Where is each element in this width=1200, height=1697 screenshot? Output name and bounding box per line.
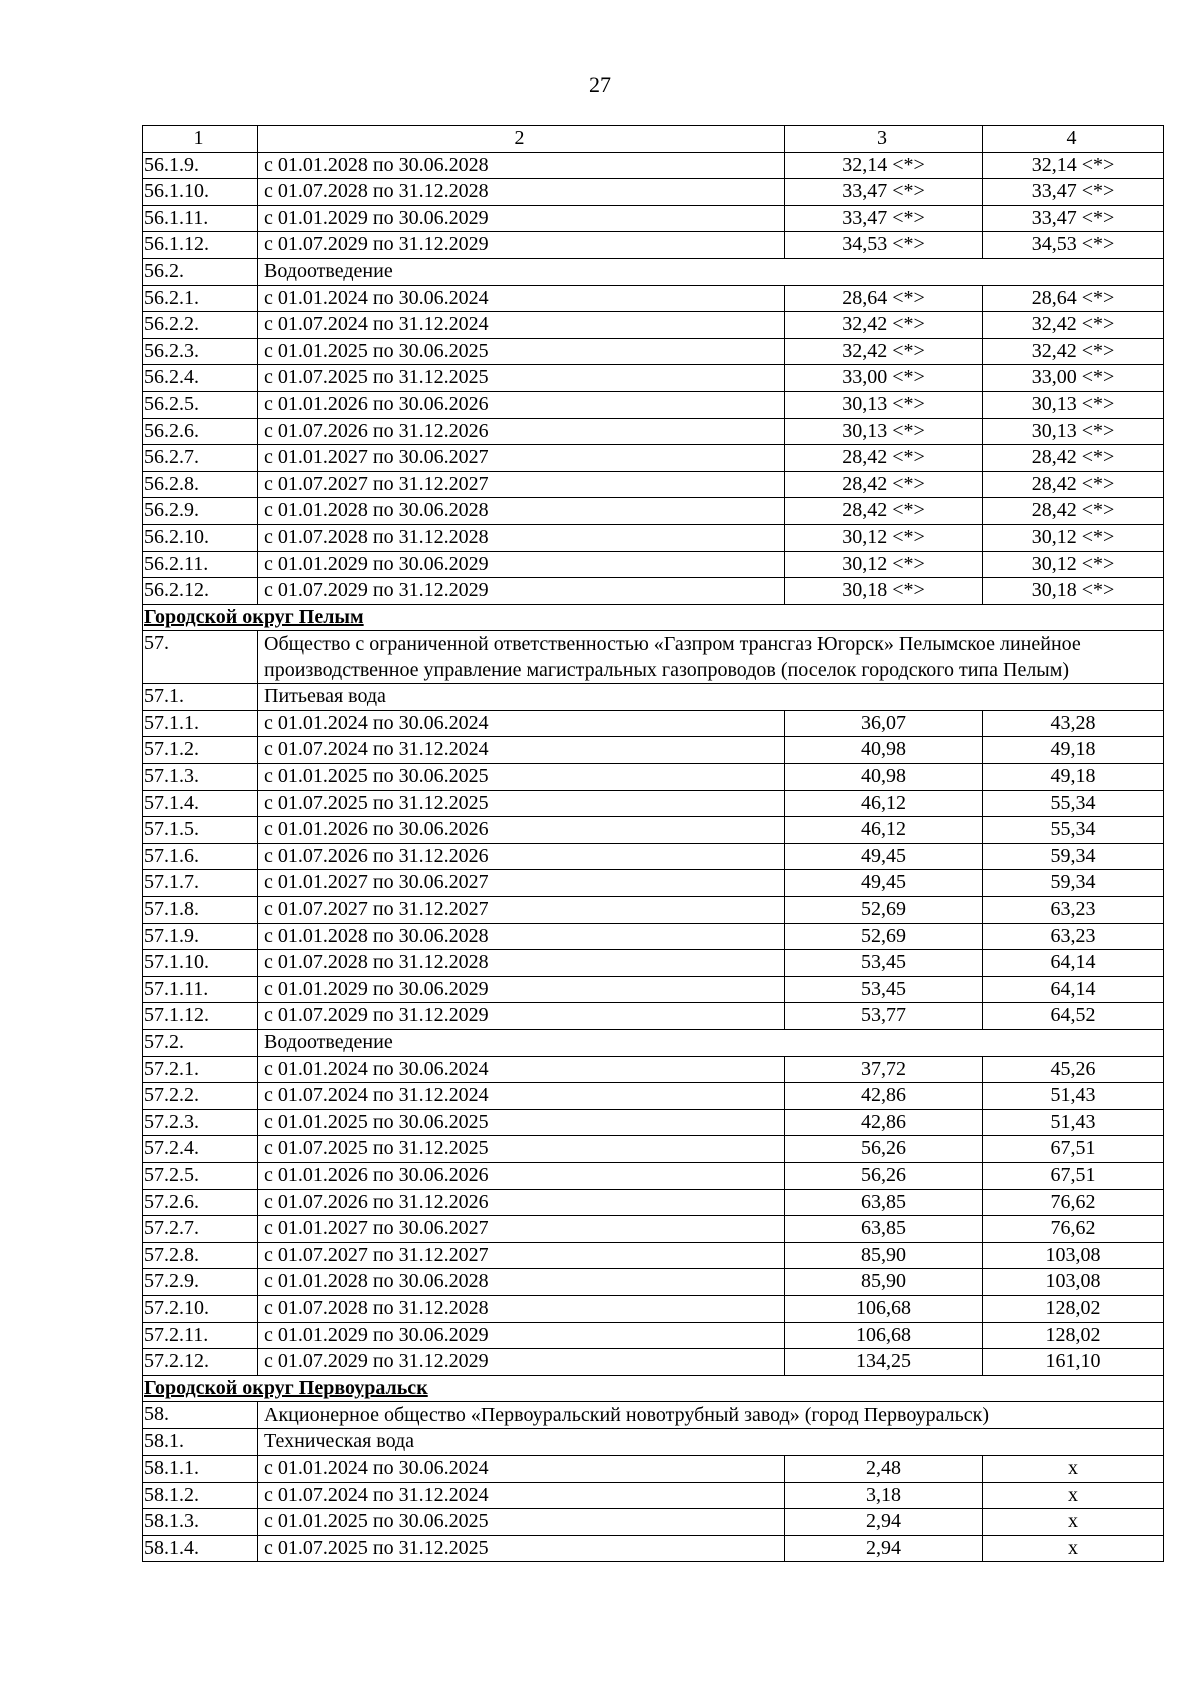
row-value-col3: 56,26 [785, 1136, 983, 1163]
table-row [143, 950, 1164, 977]
row-code: 57.1.8. [143, 897, 258, 924]
row-value-col4: x [983, 1482, 1164, 1509]
row-value-col4: 64,14 [983, 976, 1164, 1003]
row-code: 57.2.5. [143, 1162, 258, 1189]
row-code: 57.1.9. [143, 923, 258, 950]
table-row [143, 923, 1164, 950]
row-code: 57.2.7. [143, 1216, 258, 1243]
row-value-col3: 28,42 <*> [785, 498, 983, 525]
row-period: с 01.07.2028 по 31.12.2028 [258, 524, 785, 551]
row-code: 58.1. [143, 1429, 258, 1456]
organization-row [143, 1402, 1164, 1429]
table-row [143, 418, 1164, 445]
table-row [143, 1295, 1164, 1322]
table-row [143, 976, 1164, 1003]
row-code: 56.1.11. [143, 205, 258, 232]
row-value-col3: 2,48 [785, 1455, 983, 1482]
row-period: с 01.07.2025 по 31.12.2025 [258, 1535, 785, 1562]
row-value-col4: 51,43 [983, 1109, 1164, 1136]
region-title: Городской округ Первоуральск [143, 1375, 1164, 1402]
table-row [143, 365, 1164, 392]
row-code: 57.2.12. [143, 1349, 258, 1376]
row-value-col4: 30,18 <*> [983, 578, 1164, 605]
table-row [143, 790, 1164, 817]
table-row [143, 312, 1164, 339]
row-period: с 01.01.2027 по 30.06.2027 [258, 445, 785, 472]
row-code: 57.1.3. [143, 764, 258, 791]
row-period: с 01.01.2029 по 30.06.2029 [258, 1322, 785, 1349]
table-row [143, 1216, 1164, 1243]
row-period: с 01.07.2024 по 31.12.2024 [258, 312, 785, 339]
row-value-col3: 49,45 [785, 870, 983, 897]
row-period: с 01.01.2029 по 30.06.2029 [258, 551, 785, 578]
row-value-col4: 30,13 <*> [983, 418, 1164, 445]
table-row [143, 1083, 1164, 1110]
row-value-col4: 76,62 [983, 1189, 1164, 1216]
row-code: 56.2.11. [143, 551, 258, 578]
page-number: 27 [589, 72, 611, 97]
table-row [143, 1349, 1164, 1376]
table-row [143, 710, 1164, 737]
row-code: 57.1.1. [143, 710, 258, 737]
row-code: 57.1.7. [143, 870, 258, 897]
row-code: 57.2.9. [143, 1269, 258, 1296]
row-period: с 01.07.2028 по 31.12.2028 [258, 1295, 785, 1322]
row-code: 57.1.10. [143, 950, 258, 977]
row-period: с 01.07.2024 по 31.12.2024 [258, 1083, 785, 1110]
table-row [143, 578, 1164, 605]
row-period: с 01.07.2029 по 31.12.2029 [258, 1349, 785, 1376]
row-value-col3: 2,94 [785, 1509, 983, 1536]
row-value-col3: 33,47 <*> [785, 205, 983, 232]
region-title: Городской округ Пелым [143, 604, 1164, 631]
row-value-col3: 63,85 [785, 1216, 983, 1243]
table-row [143, 285, 1164, 312]
row-value-col4: 30,13 <*> [983, 391, 1164, 418]
row-code: 57.2.1. [143, 1056, 258, 1083]
row-value-col4: 33,47 <*> [983, 179, 1164, 206]
organization-name: Общество с ограниченной ответственностью «Газпром трансгаз Югорск» Пелымское линейное производственное управление магистральных газопроводов (поселок городского типа Пелым) [258, 631, 1164, 684]
row-period: с 01.07.2029 по 31.12.2029 [258, 232, 785, 259]
row-value-col4: 128,02 [983, 1295, 1164, 1322]
table-row [143, 205, 1164, 232]
row-code: 56.2.12. [143, 578, 258, 605]
row-period: с 01.07.2027 по 31.12.2027 [258, 897, 785, 924]
row-period: с 01.07.2029 по 31.12.2029 [258, 578, 785, 605]
row-value-col4: 30,12 <*> [983, 524, 1164, 551]
table-row [143, 1242, 1164, 1269]
row-period: с 01.01.2028 по 30.06.2028 [258, 923, 785, 950]
row-code: 57. [143, 631, 258, 684]
row-value-col3: 106,68 [785, 1322, 983, 1349]
table-row [143, 524, 1164, 551]
row-value-col4: 32,14 <*> [983, 152, 1164, 179]
section-row [143, 258, 1164, 285]
row-value-col3: 33,00 <*> [785, 365, 983, 392]
region-row [143, 604, 1164, 631]
row-value-col3: 53,45 [785, 950, 983, 977]
row-value-col4: 55,34 [983, 790, 1164, 817]
row-period: с 01.01.2024 по 30.06.2024 [258, 285, 785, 312]
row-value-col4: 51,43 [983, 1083, 1164, 1110]
row-value-col4: 32,42 <*> [983, 312, 1164, 339]
row-period: с 01.07.2027 по 31.12.2027 [258, 471, 785, 498]
table-row [143, 843, 1164, 870]
row-period: с 01.07.2025 по 31.12.2025 [258, 365, 785, 392]
header-col-3: 3 [785, 126, 983, 153]
header-col-1: 1 [143, 126, 258, 153]
row-value-col4: 33,47 <*> [983, 205, 1164, 232]
table-row [143, 897, 1164, 924]
row-value-col3: 30,12 <*> [785, 524, 983, 551]
row-period: с 01.07.2025 по 31.12.2025 [258, 790, 785, 817]
table-row [143, 498, 1164, 525]
table-row [143, 764, 1164, 791]
table-row [143, 1136, 1164, 1163]
row-value-col3: 30,13 <*> [785, 391, 983, 418]
section-title: Водоотведение [258, 1030, 1164, 1057]
row-value-col3: 37,72 [785, 1056, 983, 1083]
row-value-col4: 30,12 <*> [983, 551, 1164, 578]
row-period: с 01.01.2025 по 30.06.2025 [258, 764, 785, 791]
row-code: 57.2.4. [143, 1136, 258, 1163]
table-row [143, 391, 1164, 418]
row-value-col4: 33,00 <*> [983, 365, 1164, 392]
row-period: с 01.07.2027 по 31.12.2027 [258, 1242, 785, 1269]
row-value-col3: 40,98 [785, 737, 983, 764]
table-row [143, 152, 1164, 179]
row-value-col3: 34,53 <*> [785, 232, 983, 259]
table-row [143, 232, 1164, 259]
section-title: Питьевая вода [258, 684, 1164, 711]
table-row [143, 1535, 1164, 1562]
row-code: 57.2.11. [143, 1322, 258, 1349]
row-value-col4: x [983, 1535, 1164, 1562]
row-value-col3: 30,12 <*> [785, 551, 983, 578]
row-code: 57.1. [143, 684, 258, 711]
row-code: 56.2.3. [143, 338, 258, 365]
row-value-col3: 2,94 [785, 1535, 983, 1562]
table-row [143, 817, 1164, 844]
row-value-col4: 67,51 [983, 1136, 1164, 1163]
row-period: с 01.01.2024 по 30.06.2024 [258, 710, 785, 737]
section-title: Техническая вода [258, 1429, 1164, 1456]
row-value-col4: x [983, 1455, 1164, 1482]
organization-name: Акционерное общество «Первоуральский новотрубный завод» (город Первоуральск) [258, 1402, 1164, 1429]
row-value-col3: 33,47 <*> [785, 179, 983, 206]
row-period: с 01.01.2028 по 30.06.2028 [258, 152, 785, 179]
row-period: с 01.01.2026 по 30.06.2026 [258, 391, 785, 418]
row-code: 56.2.6. [143, 418, 258, 445]
row-period: с 01.01.2028 по 30.06.2028 [258, 1269, 785, 1296]
row-code: 56.2.8. [143, 471, 258, 498]
row-value-col3: 46,12 [785, 790, 983, 817]
row-value-col4: 59,34 [983, 870, 1164, 897]
row-value-col4: 59,34 [983, 843, 1164, 870]
row-code: 57.1.11. [143, 976, 258, 1003]
row-value-col3: 32,14 <*> [785, 152, 983, 179]
row-period: с 01.01.2025 по 30.06.2025 [258, 1509, 785, 1536]
header-col-2: 2 [258, 126, 785, 153]
row-period: с 01.01.2028 по 30.06.2028 [258, 498, 785, 525]
header-col-4: 4 [983, 126, 1164, 153]
row-value-col3: 30,13 <*> [785, 418, 983, 445]
row-code: 56.2.7. [143, 445, 258, 472]
row-period: с 01.07.2026 по 31.12.2026 [258, 843, 785, 870]
row-value-col4: 49,18 [983, 764, 1164, 791]
table-row [143, 870, 1164, 897]
row-value-col4: 28,42 <*> [983, 445, 1164, 472]
row-code: 58.1.4. [143, 1535, 258, 1562]
row-code: 58.1.3. [143, 1509, 258, 1536]
tariff-table [142, 125, 1164, 1562]
row-value-col4: x [983, 1509, 1164, 1536]
row-value-col4: 28,42 <*> [983, 498, 1164, 525]
row-period: с 01.07.2026 по 31.12.2026 [258, 418, 785, 445]
table-row [143, 551, 1164, 578]
row-code: 57.2.6. [143, 1189, 258, 1216]
row-value-col4: 28,64 <*> [983, 285, 1164, 312]
row-period: с 01.01.2029 по 30.06.2029 [258, 976, 785, 1003]
row-code: 56.2.1. [143, 285, 258, 312]
row-code: 56.2.10. [143, 524, 258, 551]
row-value-col3: 52,69 [785, 923, 983, 950]
row-code: 57.2.3. [143, 1109, 258, 1136]
table-row [143, 1003, 1164, 1030]
table-row [143, 445, 1164, 472]
row-period: с 01.01.2026 по 30.06.2026 [258, 1162, 785, 1189]
row-period: с 01.01.2027 по 30.06.2027 [258, 870, 785, 897]
tariff-table-body [143, 126, 1164, 1562]
row-value-col3: 106,68 [785, 1295, 983, 1322]
table-row [143, 1482, 1164, 1509]
row-code: 56.1.9. [143, 152, 258, 179]
row-period: с 01.01.2024 по 30.06.2024 [258, 1056, 785, 1083]
row-code: 58.1.1. [143, 1455, 258, 1482]
table-row [143, 737, 1164, 764]
row-code: 57.2.8. [143, 1242, 258, 1269]
table-row [143, 1189, 1164, 1216]
row-code: 57.2.10. [143, 1295, 258, 1322]
row-value-col3: 134,25 [785, 1349, 983, 1376]
row-period: с 01.07.2028 по 31.12.2028 [258, 950, 785, 977]
table-row [143, 1509, 1164, 1536]
table-row [143, 338, 1164, 365]
row-period: с 01.01.2026 по 30.06.2026 [258, 817, 785, 844]
row-value-col3: 42,86 [785, 1083, 983, 1110]
row-period: с 01.07.2025 по 31.12.2025 [258, 1136, 785, 1163]
row-code: 57.2.2. [143, 1083, 258, 1110]
row-value-col3: 49,45 [785, 843, 983, 870]
row-code: 56.2. [143, 258, 258, 285]
row-period: с 01.01.2025 по 30.06.2025 [258, 1109, 785, 1136]
section-row [143, 684, 1164, 711]
row-value-col3: 3,18 [785, 1482, 983, 1509]
row-value-col4: 34,53 <*> [983, 232, 1164, 259]
row-code: 57.1.6. [143, 843, 258, 870]
row-value-col4: 43,28 [983, 710, 1164, 737]
row-value-col4: 128,02 [983, 1322, 1164, 1349]
row-value-col3: 42,86 [785, 1109, 983, 1136]
row-value-col3: 30,18 <*> [785, 578, 983, 605]
row-period: с 01.01.2029 по 30.06.2029 [258, 205, 785, 232]
row-value-col4: 103,08 [983, 1242, 1164, 1269]
row-period: с 01.07.2028 по 31.12.2028 [258, 179, 785, 206]
region-row [143, 1375, 1164, 1402]
row-code: 56.1.10. [143, 179, 258, 206]
row-value-col4: 64,52 [983, 1003, 1164, 1030]
table-row [143, 1322, 1164, 1349]
row-value-col3: 63,85 [785, 1189, 983, 1216]
row-value-col3: 32,42 <*> [785, 312, 983, 339]
row-value-col4: 67,51 [983, 1162, 1164, 1189]
table-row [143, 1269, 1164, 1296]
row-value-col3: 28,42 <*> [785, 445, 983, 472]
row-code: 58.1.2. [143, 1482, 258, 1509]
row-code: 57.2. [143, 1030, 258, 1057]
row-value-col3: 36,07 [785, 710, 983, 737]
table-row [143, 1162, 1164, 1189]
row-code: 57.1.12. [143, 1003, 258, 1030]
row-value-col4: 63,23 [983, 923, 1164, 950]
row-period: с 01.01.2027 по 30.06.2027 [258, 1216, 785, 1243]
table-row [143, 1056, 1164, 1083]
row-value-col3: 28,42 <*> [785, 471, 983, 498]
row-value-col4: 28,42 <*> [983, 471, 1164, 498]
row-code: 56.2.4. [143, 365, 258, 392]
row-value-col4: 63,23 [983, 897, 1164, 924]
section-title: Водоотведение [258, 258, 1164, 285]
row-value-col4: 76,62 [983, 1216, 1164, 1243]
row-value-col4: 55,34 [983, 817, 1164, 844]
row-code: 56.1.12. [143, 232, 258, 259]
row-period: с 01.07.2029 по 31.12.2029 [258, 1003, 785, 1030]
row-value-col4: 45,26 [983, 1056, 1164, 1083]
row-value-col3: 85,90 [785, 1242, 983, 1269]
row-value-col3: 53,45 [785, 976, 983, 1003]
row-value-col3: 53,77 [785, 1003, 983, 1030]
row-value-col4: 32,42 <*> [983, 338, 1164, 365]
section-row [143, 1030, 1164, 1057]
row-code: 57.1.5. [143, 817, 258, 844]
row-value-col4: 64,14 [983, 950, 1164, 977]
row-value-col3: 32,42 <*> [785, 338, 983, 365]
row-period: с 01.01.2024 по 30.06.2024 [258, 1455, 785, 1482]
row-value-col3: 40,98 [785, 764, 983, 791]
row-value-col4: 161,10 [983, 1349, 1164, 1376]
organization-row [143, 631, 1164, 684]
row-value-col3: 56,26 [785, 1162, 983, 1189]
row-value-col3: 46,12 [785, 817, 983, 844]
table-header-row [143, 126, 1164, 153]
row-value-col3: 28,64 <*> [785, 285, 983, 312]
row-period: с 01.07.2024 по 31.12.2024 [258, 1482, 785, 1509]
row-code: 57.1.4. [143, 790, 258, 817]
row-code: 56.2.9. [143, 498, 258, 525]
row-value-col4: 49,18 [983, 737, 1164, 764]
row-code: 56.2.5. [143, 391, 258, 418]
table-row [143, 179, 1164, 206]
table-row [143, 471, 1164, 498]
row-value-col3: 85,90 [785, 1269, 983, 1296]
row-code: 56.2.2. [143, 312, 258, 339]
table-row [143, 1455, 1164, 1482]
row-value-col3: 52,69 [785, 897, 983, 924]
row-period: с 01.07.2024 по 31.12.2024 [258, 737, 785, 764]
row-value-col4: 103,08 [983, 1269, 1164, 1296]
section-row [143, 1429, 1164, 1456]
row-code: 58. [143, 1402, 258, 1429]
table-row [143, 1109, 1164, 1136]
row-period: с 01.07.2026 по 31.12.2026 [258, 1189, 785, 1216]
row-period: с 01.01.2025 по 30.06.2025 [258, 338, 785, 365]
row-code: 57.1.2. [143, 737, 258, 764]
